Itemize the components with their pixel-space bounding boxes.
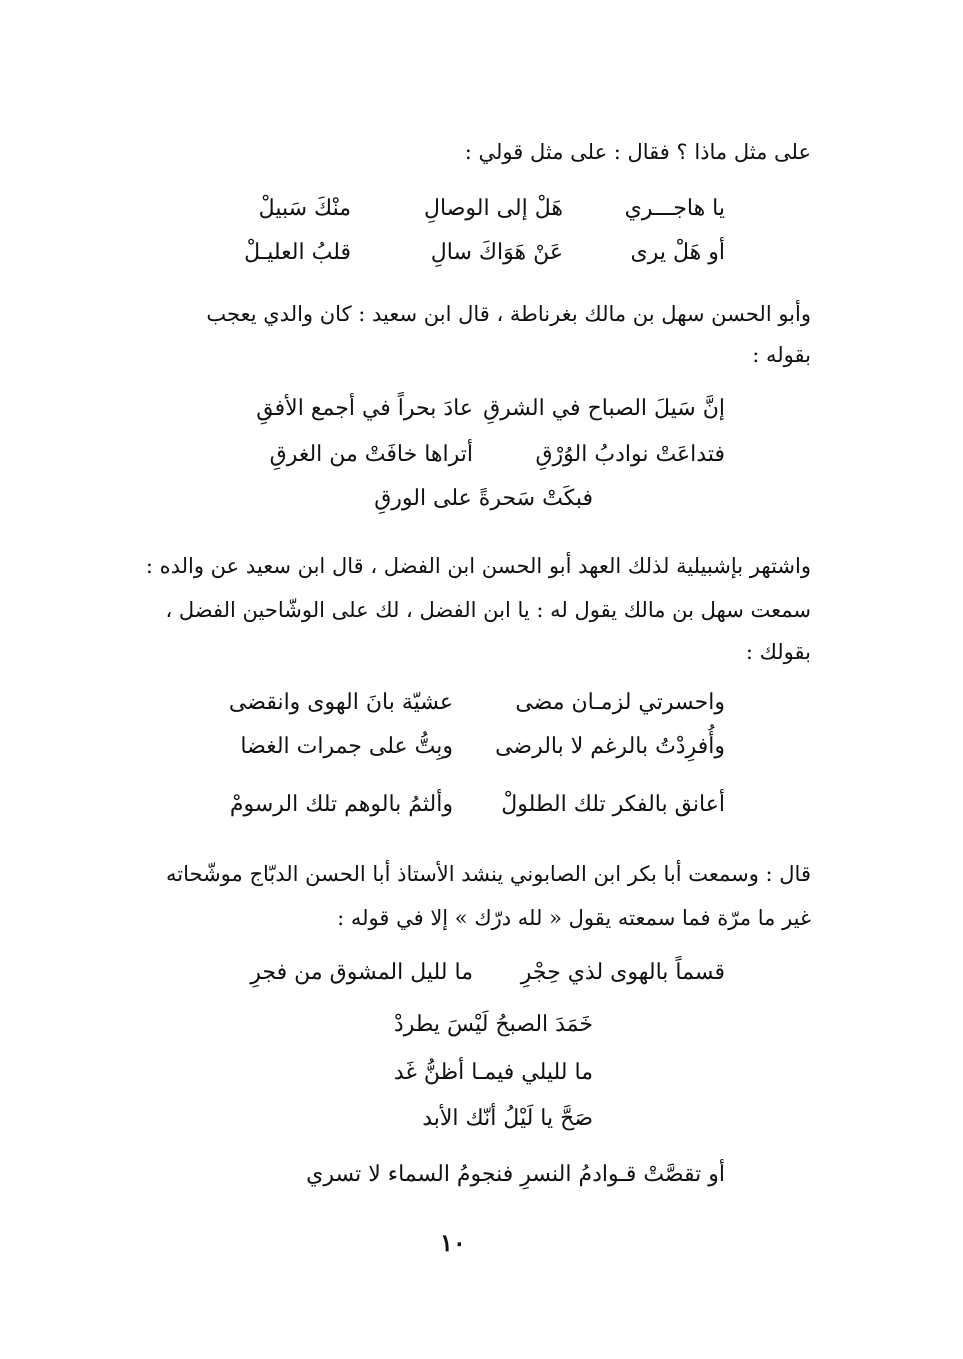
paragraph-line: واشتهر بإشبيلية لذلك العهد أبو الحسن ابن الفضل ، قال ابن سعيد عن والده : <box>145 554 811 578</box>
paragraph-line: سمعت سهل بن مالك يقول له : يا ابن الفضل ، لك على الوشّاحين الفضل ، <box>165 598 811 622</box>
paragraph-line: وأبو الحسن سهل بن مالك بغرناطة ، قال ابن سعيد : كان والدي يعجب <box>206 302 811 326</box>
verse-full-line: أو تقصَّتْ قـوادمُ النسرِ فنجومُ السماء لا تسري <box>306 1162 725 1187</box>
verse-hemistich: وبِتُّ على جمرات الغضا <box>240 734 453 759</box>
verse-part: عَنْ هَوَاكَ سالِ <box>430 240 563 265</box>
verse-hemistich: عشيّة بانَ الهوى وانقضى <box>228 690 453 715</box>
intro-line: على مثل ماذا ؟ فقال : على مثل قولي : <box>464 140 811 164</box>
verse-hemistich: أعانق بالفكر تلك الطلولْ <box>501 792 725 817</box>
paragraph-line: غير ما مرّة فما سمعته يقول « لله درّك » إلا في قوله : <box>337 906 811 930</box>
verse-hemistich: إنَّ سَيلَ الصباح في الشرقِ <box>483 396 725 421</box>
verse-centered: فبكَتْ سَحرةً على الورقِ <box>374 486 593 511</box>
verse-hemistich: ما لليل المشوق من فجرِ <box>250 960 473 985</box>
page-number: ١٠ <box>440 1228 466 1257</box>
verse-centered: خَمَدَ الصبحُ لَيْسَ يطردْ <box>393 1012 593 1037</box>
verse-hemistich: فتداعَتْ نوادبُ الوُرْقِ <box>535 442 725 467</box>
verse-hemistich: عادَ بحراً في أجمع الأفقِ <box>256 396 473 421</box>
verse-hemistich: أتراها خافَتْ من الغرقِ <box>269 442 473 467</box>
verse-hemistich: قسماً بالهوى لذي حِجْرِ <box>520 960 725 985</box>
verse-centered: صَحَّ يا لَيْلُ أنّك الأبد <box>422 1106 593 1131</box>
verse-part: هَلْ إلى الوصالِ <box>424 196 563 221</box>
verse-part: يا هاجـــري <box>624 196 725 221</box>
paragraph-line: قال : وسمعت أبا بكر ابن الصابوني ينشد الأستاذ أبا الحسن الدبّاج موشّحاته <box>166 862 811 886</box>
verse-hemistich: وألثمُ بالوهم تلك الرسومْ <box>229 792 453 817</box>
verse-hemistich: واحسرتي لزمـان مضى <box>515 690 725 715</box>
verse-centered: ما لليلي فيمـا أظنُّ غَد <box>393 1060 593 1085</box>
verse-part: قلبُ العليـلْ <box>244 240 351 265</box>
verse-part: منْكَ سَبيلْ <box>258 196 351 221</box>
verse-part: أو هَلْ يرى <box>630 240 725 265</box>
paragraph-line: بقوله : <box>752 343 811 367</box>
verse-hemistich: وأُفرِدْتُ بالرغم لا بالرضى <box>495 734 725 759</box>
paragraph-line: بقولك : <box>745 640 811 664</box>
